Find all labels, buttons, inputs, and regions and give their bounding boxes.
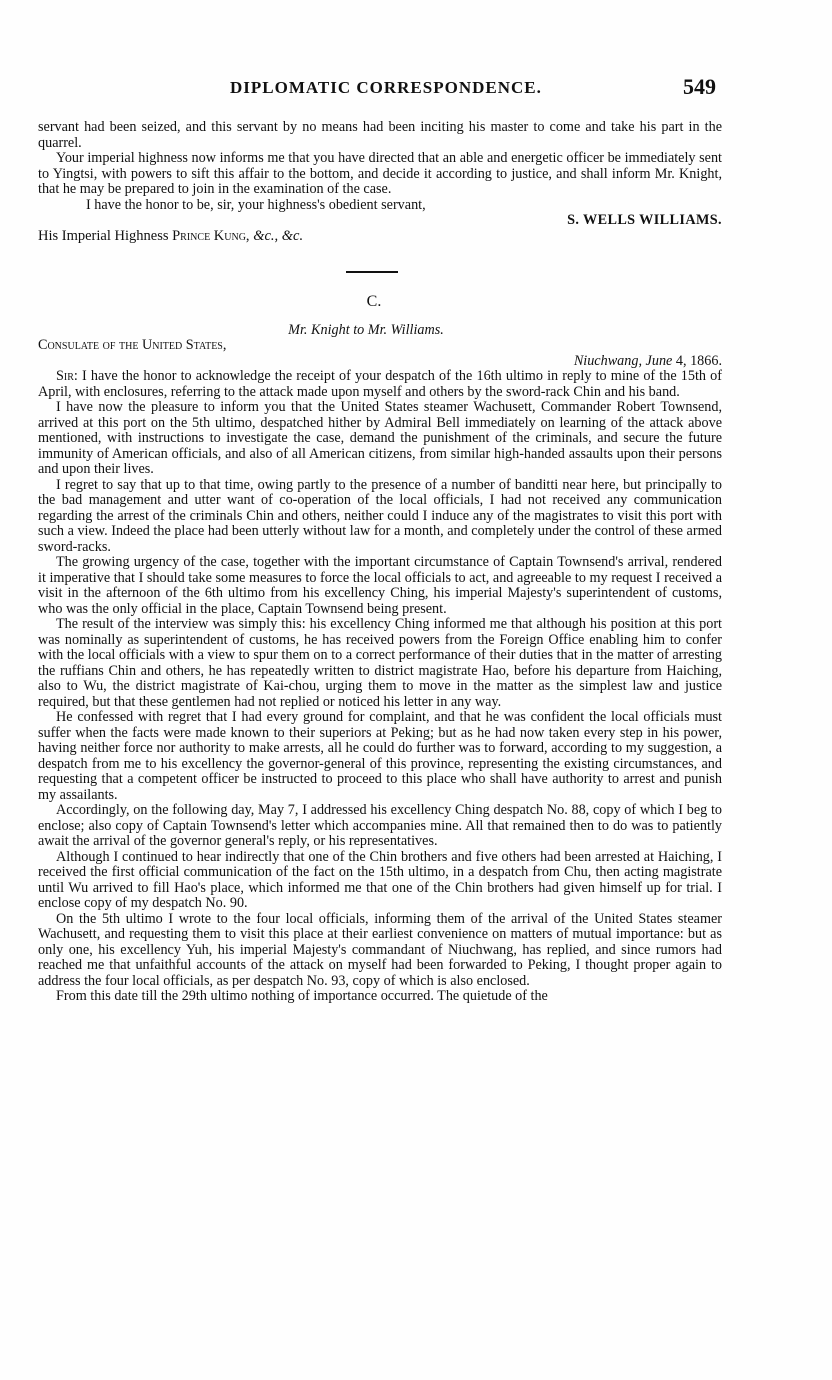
paragraph: He confessed with regret that I had every ground for complaint, and that he was confident the local officials must suffer when the facts were made known to their superiors at Peking; but as he had now taken every step in his power, having neither force nor authority to make arrests, all he could do further was to forward, according to my suggestion, a despatch from me to his excellency the governor-general of this province, representing the existing circumstances, and requesting that a competent officer be instructed to proceed to this place who shall have authority to arrest and punish my assailants.: [38, 709, 722, 803]
paragraph: The growing urgency of the case, together with the important circumstance of Captain Townsend's arrival, rendered it imperative that I should take some measures to force the local officials to act, and agreeable to my request I received a visit in the afternoon of the 6th ultimo from his excellency Ching, his imperial Majesty's superintendent of customs, who was the only official in the place, Captain Townsend being present.: [38, 554, 722, 617]
letter-place: Consulate of the United States,: [38, 337, 227, 353]
letter-heading: Mr. Knight to Mr. Williams.: [288, 321, 444, 338]
salutation: Sir:: [56, 368, 78, 384]
running-title: DIPLOMATIC CORRESPONDENCE.: [230, 78, 542, 97]
paragraph: Your imperial highness now informs me that you have directed that an able and energetic officer be immediately sent to Yingtsi, with powers to sift this affair to the bottom, and decide it according to justice, and shall inform Mr. Knight, that he may be prepared to join in the examination of the case.: [38, 150, 722, 197]
paragraph: I have now the pleasure to inform you that the United States steamer Wachusett, Commander Robert Townsend, arrived at this port on the 5th ultimo, despatched hither by Admiral Bell immediately on learning of the attack above mentioned, with instructions to investigate the case, demand the punishment of the criminals, and secure the future immunity of American officials, and also of all American citizens, from similar high-handed assaults upon their persons and upon their lives.: [38, 399, 722, 477]
letter-date: [38, 354, 722, 370]
paragraph-text: I have the honor to acknowledge the receipt of your despatch of the 16th ultimo in reply to mine of the 15th of April, with enclosures, referring to the attack made upon myself and others by the sword-rack Chin and his band.: [38, 368, 722, 400]
date-place: Niuchwang,: [573, 352, 642, 369]
addressee-prefix: His Imperial Highness: [38, 227, 169, 244]
date-month: June: [645, 352, 673, 369]
continued-paragraph: servant had been seized, and this servant by no means had been inciting his master to come and take his part in the quarrel.: [38, 119, 722, 151]
addressee: [38, 229, 722, 245]
paragraph: From this date till the 29th ultimo nothing of importance occurred. The quietude of the: [56, 988, 548, 1004]
page-number: 549: [683, 74, 716, 99]
addressee-etc: &c., &c.: [253, 227, 304, 244]
paragraph: The result of the interview was simply this: his excellency Ching informed me that although his position at this port was nominally as superintendent of customs, he has received powers from the Foreign Office enabling him to confer with the local officials with a view to spur them on to a correct performance of their duties that in the matter of arresting the ruffians Chin and others, he has repeatedly written to district magistrate Hao, before his departure from Haiching, also to Wu, the district magistrate of Kai-chou, urging them to move in the matter as the simplest law and justice required, but that these gentlemen had not replied or noticed his letter in any way.: [38, 616, 722, 710]
paragraph: [38, 369, 722, 400]
paragraph: I regret to say that up to that time, owing partly to the presence of a number of banditti near here, but principally to the bad management and utter want of co-operation of the local officials, I had not received any communication regarding the arrest of the criminals Chin and others, neither could I induce any of the magistrates to visit this port with such a view. Indeed the place had been utterly without law for a month, and completely under the control of these armed sword-racks.: [38, 476, 722, 555]
signature: S. WELLS WILLIAMS.: [567, 212, 722, 228]
section-letter: C.: [366, 293, 382, 310]
date-rest: 4, 1866.: [675, 352, 722, 369]
paragraph: Although I continued to hear indirectly that one of the Chin brothers and five others had been arrested at Haiching, I received the first official communication of the fact on the 15th ultimo, in a despatch from Chu, then acting magistrate until Wu arrived to fill Hao's place, which informed me that one of the Chin brothers had given himself up for trial. I enclose copy of my despatch No. 90.: [38, 848, 722, 911]
addressee-name: Prince Kung,: [172, 227, 250, 244]
page-body: [38, 120, 722, 1005]
closing-line: I have the honor to be, sir, your highness's obedient servant,: [86, 196, 426, 213]
running-header: [0, 74, 832, 104]
section-divider: [346, 271, 398, 273]
paragraph: On the 5th ultimo I wrote to the four local officials, informing them of the arrival of the United States steamer Wachusett, and requesting them to visit this place at their earliest convenience on matters of mutual importance: but as only one, his excellency Yuh, his imperial Majesty's commandant of Niuchwang, has replied, and since rumors had reached me that unfaithful accounts of the attack on myself had been forwarded to Peking, I thought proper again to address the four local officials, as per despatch No. 93, copy of which is also enclosed.: [38, 910, 722, 989]
paragraph: Accordingly, on the following day, May 7, I addressed his excellency Ching despatch No. 88, copy of which I beg to enclose; also copy of Captain Townsend's letter which accompanies mine. All that remained then to do was to patiently await the arrival of the governor general's reply, or his representatives.: [38, 802, 722, 849]
